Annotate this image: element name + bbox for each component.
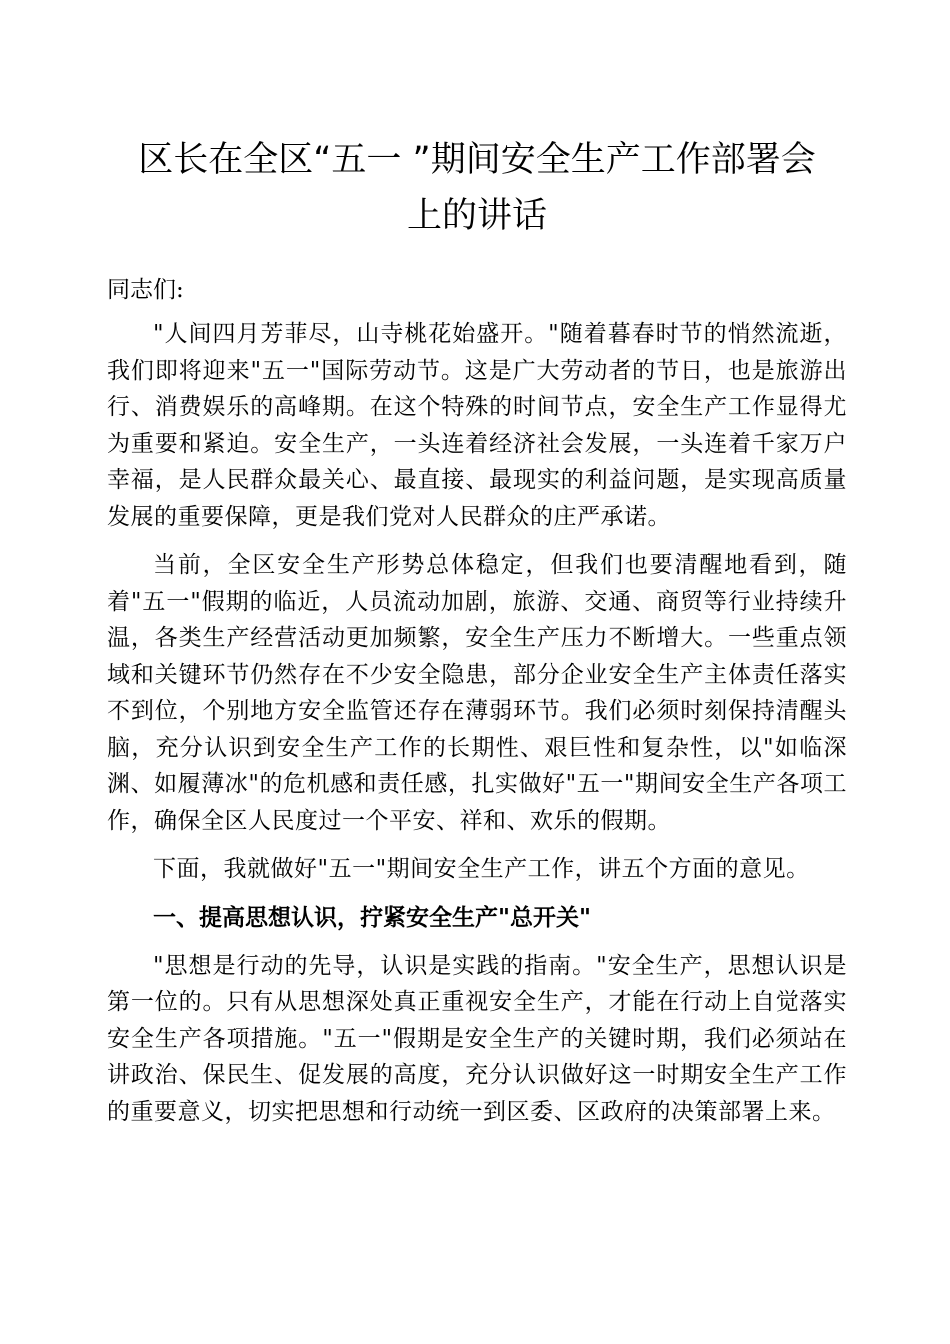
title-line-2: 上的讲话	[406, 196, 547, 236]
document-title	[92, 132, 862, 244]
salutation: 同志们:	[107, 277, 184, 303]
section-heading-1: 一、提高思想认识，拧紧安全生产"总开关"	[153, 904, 591, 931]
paragraph-outline: 下面，我就做好"五一"期间安全生产工作，讲五个方面的意见。	[153, 856, 810, 882]
paragraph-intro: "人间四月芳菲尽，山寺桃花始盛开。"随着暮春时节的悄然流逝，我们即将迎来"五一"国际劳动节。这是广大劳动者的节日，也是旅游出行、消费娱乐的高峰期。在这个特殊的时间节点，安全生产工作显得尤为重要和紧迫。安全生产，一头连着经济社会发展，一头连着千家万户幸福，是人民群众最关心、最直接、最现实的利益问题，是实现高质量发展的重要保障，更是我们党对人民群众的庄严承诺。	[107, 321, 847, 530]
paragraph-situation: 当前，全区安全生产形势总体稳定，但我们也要清醒地看到，随着"五一"假期的临近，人员流动加剧，旅游、交通、商贸等行业持续升温，各类生产经营活动更加频繁，安全生产压力不断增大。一些重点领域和关键环节仍然存在不少安全隐患，部分企业安全生产主体责任落实不到位，个别地方安全监管还存在薄弱环节。我们必须时刻保持清醒头脑，充分认识到安全生产工作的长期性、艰巨性和复杂性，以"如临深渊、如履薄冰"的危机感和责任感，扎实做好"五一"期间安全生产各项工作，确保全区人民度过一个平安、祥和、欢乐的假期。	[107, 552, 847, 834]
title-line-1: 区长在全区“五一 ”期间安全生产工作部署会	[138, 140, 816, 180]
document-page	[107, 132, 847, 1142]
section-1-paragraph: "思想是行动的先导，认识是实践的指南。"安全生产，思想认识是第一位的。只有从思想深处真正重视安全生产，才能在行动上自觉落实安全生产各项措施。"五一"假期是安全生产的关键时期，我们必须站在讲政治、保民生、促发展的高度，充分认识做好这一时期安全生产工作的重要意义，切实把思想和行动统一到区委、区政府的决策部署上来。	[107, 952, 847, 1125]
